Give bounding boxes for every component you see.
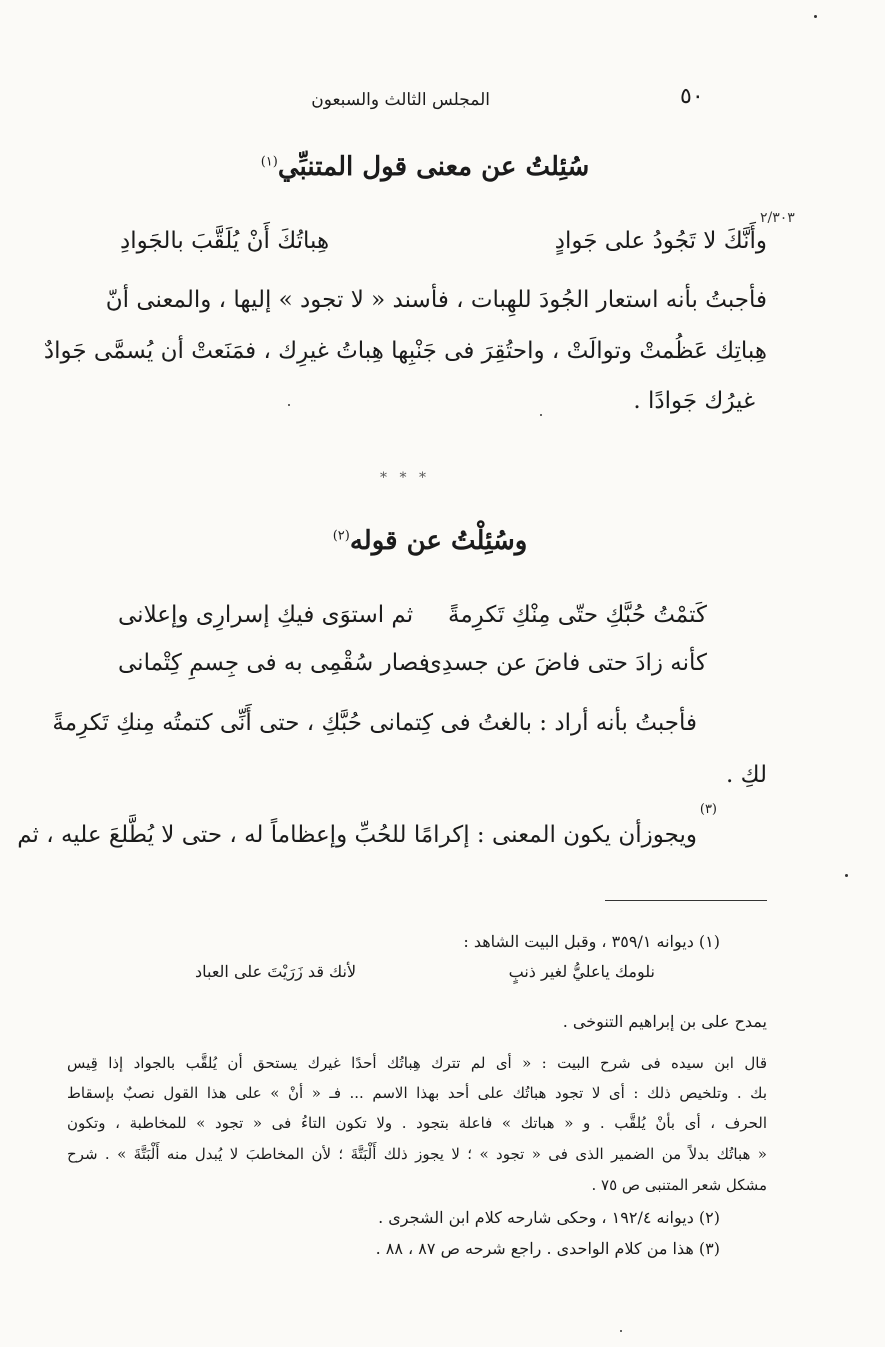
answer1-line: غيرُك جَوادًا . xyxy=(633,388,755,414)
footnote-1-commentary-line: قال ابن سيده فى شرح البيت : « أى لم تترك هِباتُك أحدًا غيرك يستحق أن يُلقَّب بالجواد إذا قِيس xyxy=(67,1054,767,1072)
verse1-second-hemistich: هِباتُكَ أَنْ يُلَقَّبَ بالجَوادِ xyxy=(120,228,330,254)
footnote-1-verse-first: نلومك ياعليُّ لغير ذنبٍ xyxy=(508,962,655,981)
scan-speck xyxy=(814,15,817,18)
answer1-line: هِباتِك عَظُمتْ وتوالَتْ ، واحتُقِرَ فى جَنْبِها هِباتُ غيرِك ، فمَنَعتْ أن يُسمَّى جَوادٌ xyxy=(43,338,767,364)
running-head: المجلس الثالث والسبعون xyxy=(311,90,490,110)
section1-heading-text: سُئِلتُ عن معنى قول المتنبِّي xyxy=(277,152,590,182)
footnote-1-praise: يمدح على بن إبراهيم التنوخى . xyxy=(562,1012,767,1031)
answer1-line: فأجبتُ بأنه استعار الجُودَ للهِبات ، فأسند « لا تجود » إليها ، والمعنى أنّ xyxy=(105,287,767,313)
scan-speck xyxy=(845,874,848,877)
margin-reference: ٢/٣٠٣ xyxy=(760,210,795,226)
verse3-second-hemistich: فصار سُقْمِى به فى جِسمِ كِتْمانى xyxy=(118,650,430,676)
footnote-1-commentary-line: مشكل شعر المتنبى ص ٧٥ . xyxy=(591,1176,767,1194)
verse2-second-hemistich: ثم استوَى فيكِ إسرارِى وإعلانى xyxy=(118,602,414,628)
section-separator: * * * xyxy=(380,470,430,486)
footnote-1-commentary-line: « هباتُك بدلاً من الضمير الذى فى « تجود » ؛ لا يجوز ذلك أَلْبَتَّةَ ؛ لأن المخاطبَ لا يُبدل منه أَلْبَتَّةَ » . شرح xyxy=(67,1145,767,1163)
answer2-extra-line: ويجوزأن يكون المعنى : إكرامًا للحُبِّ وإعظاماً له ، حتى لا يُطَّلعَ عليه ، ثم xyxy=(17,822,697,848)
scan-speck xyxy=(288,404,290,406)
page-number: ٥٠ xyxy=(680,84,704,109)
verse3-first-hemistich: كأنه زادَ حتى فاضَ عن جسدِى xyxy=(423,650,707,676)
footnote-1-commentary-line: الحرف ، أى بأنْ يُلقَّب . و « هباتك » فاعلة بتجود . ولا تكون التاءُ فى « تجود » للمخاطبة ، وتكون xyxy=(67,1114,767,1132)
verse2-first-hemistich: كَتمْتُ حُبَّكِ حتّى مِنْكِ تَكرِمةً xyxy=(448,602,707,628)
footnote-mark-3: (٣) xyxy=(699,802,717,817)
footnote-1: (١) ديوانه ٣٥٩/١ ، وقبل البيت الشاهد : xyxy=(463,932,720,951)
verse1-first-hemistich: وأَنَّكَ لا تَجُودُ على جَوادٍ xyxy=(554,228,767,254)
footnote-3: (٣) هذا من كلام الواحدى . راجع شرحه ص ٨٧ ، ٨٨ . xyxy=(375,1239,720,1258)
section1-heading xyxy=(260,152,590,182)
section2-heading xyxy=(300,526,560,556)
footnote-mark-1: (١) xyxy=(260,154,278,170)
answer2-line: فأجبتُ بأنه أراد : بالغتُ فى كِتمانى حُبَّكِ ، حتى أَنِّى كتمتُه مِنكِ تَكرِمةً xyxy=(52,710,697,736)
footnote-1-verse-second: لأنك قد زَرَيْتَ على العباد xyxy=(195,962,357,981)
footnote-mark-2: (٢) xyxy=(332,528,350,544)
answer2-line: لكِ . xyxy=(725,762,767,788)
scan-speck xyxy=(620,1330,622,1332)
footnote-1-commentary-line: بك . وتلخيص ذلك : أى لا تجود هباتُك على أحد بهذا الاسم ... فـ « أنْ » على هذا القول نصبٌ بإسقاط xyxy=(67,1084,768,1102)
footnote-2: (٢) ديوانه ١٩٢/٤ ، وحكى شارحه كلام ابن الشجرى . xyxy=(378,1208,720,1227)
scan-speck xyxy=(540,414,542,416)
section2-heading-text: وسُئِلْتُ عن قوله xyxy=(349,526,528,556)
footnote-rule xyxy=(605,900,767,901)
